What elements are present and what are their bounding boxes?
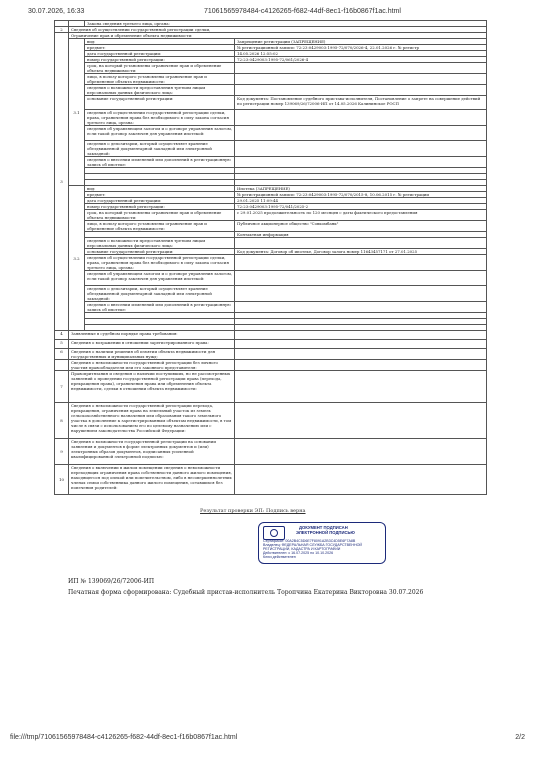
field-value: с 29.01.2025 продолжительность по 120 месяцев с даты фактического предоставления bbox=[235, 210, 487, 221]
field-label: лицо, в пользу которого установлены ограничение прав и обременение объекта недвижимости: bbox=[85, 74, 235, 85]
field-value: Код документа: Договор об ипотеке, Договор залога номер 11643457171 от 27.01.2025 bbox=[235, 249, 487, 255]
field-label: вид: bbox=[85, 39, 235, 45]
field-label: сведения о внесении изменений или дополнений в регистрационную запись об ипотеке: bbox=[85, 302, 235, 313]
field-label: дата государственной регистрации: bbox=[85, 51, 235, 57]
stamp-line: ЭЛЕКТРОННОЙ ПОДПИСЬЮ bbox=[296, 530, 355, 535]
field-label: предмет: bbox=[85, 45, 235, 51]
stamp-line: Ключ действителен bbox=[263, 555, 296, 559]
row-number: 9 bbox=[55, 439, 69, 465]
printed-by: Печатная форма сформирована: Судебный пристав-исполнитель Торопчина Екатерина Викторовна 30.07.2026 bbox=[68, 589, 424, 596]
emblem-icon bbox=[263, 526, 285, 540]
row-text: Сведения об осуществлении государственной регистрации сделки, bbox=[69, 27, 487, 33]
field-label: сведения о депозитарии, который осуществляет хранение обездвиженной документарной закладной или электронной закладной: bbox=[85, 286, 235, 302]
row-number: 3.1 bbox=[69, 39, 85, 186]
row-text: Закона сведения третьего лица, органа: bbox=[85, 21, 487, 27]
e-signature-stamp bbox=[258, 522, 386, 564]
stamp-line: Сертификат: 00A2B4C5D6E7F8091A2B3C4D5E6F7A8B bbox=[263, 539, 356, 543]
field-label: вид: bbox=[85, 186, 235, 192]
field-value: Контактная информация bbox=[235, 232, 487, 238]
signature-check-caption: Результат проверки ЭП: Подпись верна bbox=[200, 508, 306, 514]
field-value: Код документа: Постановление судебного пристава-исполнителя, Постановление о запрете на совершение действий по регистрации номер 139069/26/72006-ИП от 14.05.2026 Калининское РОСП bbox=[235, 96, 487, 110]
field-value: Запрещение регистрации (ЗАПРЕЩЕНИЕ) bbox=[235, 39, 487, 45]
browser-print-footer bbox=[0, 734, 543, 748]
row-text: Сведения о невозможности государственной регистрации без личного участия правообладателя или его законного представителя: bbox=[69, 360, 235, 371]
field-value: 72:23:0429003:1995-72/061/2026-4 bbox=[235, 57, 487, 63]
print-datetime: 30.07.2026, 16:33 bbox=[28, 8, 85, 15]
row-text: Сведения о включении в жилом помещении сведения о невозможности переходящих ограничения права собственности данного жилого помещения, находящегося под опекой или попечительством, либо в несовершеннолетних членах семьи собственника данного жилого помещения, оставшихся без попечения родителей: bbox=[69, 465, 235, 495]
row-number: 3 bbox=[55, 33, 69, 331]
row-number: 3.2 bbox=[69, 186, 85, 331]
row-text: Сведения о невозможности государственной регистрации перехода, прекращения, ограничения права на земельный участок из земель сельскохозяйственного назначения или образования такого земельного участка в дополнение к зарегистрированным объектам недвижимости, в том числе в связи с использованием его по целевому назначению или с нарушением законодательства Российской Федерации: bbox=[69, 403, 235, 439]
field-value: 14.05.2026 12:55:02 bbox=[235, 51, 487, 57]
field-label: сведения о внесении изменений или дополнений в регистрационную запись об ипотеке: bbox=[85, 157, 235, 168]
field-label: срок, на который установлены ограничение прав и обременение объекта недвижимости: bbox=[85, 210, 235, 221]
stamp-line: Владелец: ФЕДЕРАЛЬНАЯ СЛУЖБА ГОСУДАРСТВЕННОЙ bbox=[263, 543, 362, 547]
field-label: основание государственной регистрации: bbox=[85, 249, 235, 255]
field-label: номер государственной регистрации: bbox=[85, 204, 235, 210]
field-label: номер государственной регистрации: bbox=[85, 57, 235, 63]
field-label: сведения об осуществлении государственной регистрации сделки, права, ограничения права без необходимого в силу закона согласия третьего лица, органа: bbox=[85, 255, 235, 271]
field-label: сведения об управляющем залогом и о договоре управления залогом, если такой договор заключен для управления ипотекой: bbox=[85, 126, 235, 141]
field-label: сведения о депозитарии, который осуществляет хранение обездвиженной документарной закладной или электронной закладной: bbox=[85, 141, 235, 157]
case-number: ИП № 139069/26/72006-ИП bbox=[68, 578, 155, 585]
print-url: file:///tmp/71061565978484-c4126265-f682-44df-8ec1-f16b0867f1ac.html bbox=[10, 734, 238, 741]
row-text: Сведения о возражении в отношении зарегистрированного права: bbox=[69, 340, 235, 349]
row-number: 2 bbox=[55, 27, 69, 33]
row-text: Правопритязания и сведения о наличии поступивших, но не рассмотренных заявлений о проведении государственной регистрации права (перехода, прекращения права), ограничения права или обременения объекта недвижимости, сделки в отношении объекта недвижимости: bbox=[69, 371, 235, 403]
field-label: основание государственной регистрации: bbox=[85, 96, 235, 110]
row-text: Сведения о наличии решения об изъятии объекта недвижимости для государственных и муниципальных нужд: bbox=[69, 349, 235, 360]
field-label: предмет: bbox=[85, 192, 235, 198]
row-number: 8 bbox=[55, 403, 69, 439]
field-value: № регистрационной записи: 72:23:0429003:1995-72/070/2026-4, 22.01.2026 г. № регистр bbox=[235, 45, 487, 51]
field-label: сведения об управляющем залогом и о договоре управления залогом, если такой договор заключен для управления ипотекой: bbox=[85, 271, 235, 286]
stamp-line: Действителен: с 16.07.2025 по 10.10.2026 bbox=[263, 551, 334, 555]
field-value: Ипотека (ЗАПРЕЩЕНИЕ) bbox=[235, 186, 487, 192]
field-label: сведения о возможности предоставления третьим лицам персональных данных физического лица: bbox=[85, 238, 235, 249]
field-label: лицо, в пользу которого установлены ограничение прав и обременение объекта недвижимости: bbox=[85, 221, 235, 232]
field-value: Публичное акционерное общество "Совкомбанк" bbox=[235, 221, 487, 232]
row-text: Заявленные в судебном порядке права требования: bbox=[69, 331, 235, 340]
row-number: 10 bbox=[55, 465, 69, 495]
row-number: 5 bbox=[55, 340, 69, 349]
row-text: Ограничение прав и обременение объекта недвижимости: bbox=[69, 33, 487, 39]
stamp-line: ДОКУМЕНТ ПОДПИСАН bbox=[299, 525, 348, 530]
print-filename: 71061565978484-c4126265-f682-44df-8ec1-f16b0867f1ac.html bbox=[204, 8, 401, 15]
field-value: 29.01.2025 11:09:44 bbox=[235, 198, 487, 204]
row-text: Сведения о возможности государственной регистрации на основании заявления и документов в форме электронных документов и (или) электронных образов документов, подписанных усиленной квалифицированной электронной подписью: bbox=[69, 439, 235, 465]
stamp-line: РЕГИСТРАЦИИ, КАДАСТРА И КАРТОГРАФИИ bbox=[263, 547, 341, 551]
field-value: № регистрационной записи: 72:23:0429003:1995-72/070/2015-8, 10.06.2015 г. № регистрации bbox=[235, 192, 487, 198]
browser-print-header bbox=[0, 6, 543, 20]
field-label: сведения о возможности предоставления третьим лицам персональных данных физического лица: bbox=[85, 85, 235, 96]
field-label: срок, на который установлены ограничение прав и обременение объекта недвижимости: bbox=[85, 63, 235, 74]
field-label: сведения об осуществлении государственной регистрации сделки, права, ограничения права без необходимого в силу закона согласия третьего лица, органа: bbox=[85, 110, 235, 126]
row-number: 7 bbox=[55, 371, 69, 403]
field-value: 72:23:0429003:1995-72/041/2025-2 bbox=[235, 204, 487, 210]
print-page-number: 2/2 bbox=[515, 734, 525, 741]
row-number: 6 bbox=[55, 349, 69, 360]
row-number: 4 bbox=[55, 331, 69, 340]
field-label: дата государственной регистрации: bbox=[85, 198, 235, 204]
extract-document bbox=[54, 20, 486, 490]
encumbrance-table bbox=[54, 20, 487, 495]
